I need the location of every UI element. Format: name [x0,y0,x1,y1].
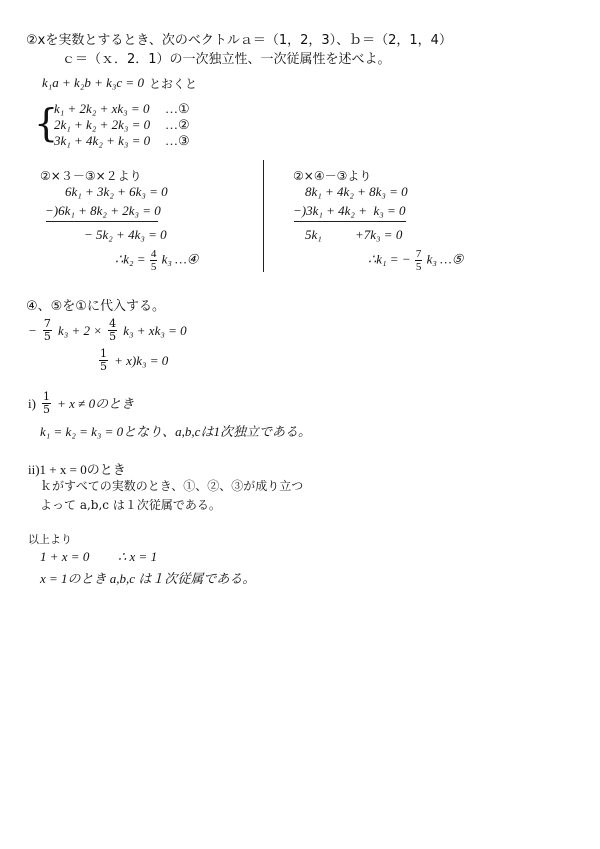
eq2-f-num: 1 [100,347,107,360]
problem-line-1: ②xを実数とするとき、次のベクトルａ＝（1，2，3）、ｂ＝（2，1，4） [26,33,452,48]
conclusion-eq: 1 + x = 0 [40,549,90,564]
case2-line-2: よって a,b,c は１次従属である。 [40,498,221,512]
left-result-prefix: ∴k₂ = [115,251,146,267]
setup-equation: k₁a + k₂b + k₃c = 0 [42,75,144,90]
system-eq-1: k₁ + 2k₂ + xk₃ = 0 [54,101,150,116]
eq1-f1-den: 5 [43,330,51,343]
case1-result: k₁ = k₂ = k₃ = 0となり、a,b,cは1次独立である。 [40,424,311,439]
right-row-2: −)3k₁ + 4k₂ + k₃ = 0 [293,203,406,218]
left-result-fraction [150,248,158,273]
case1-frac-den: 5 [43,403,51,416]
eq2-f-den: 5 [100,360,107,373]
system-tag-2: …② [165,117,190,132]
system-eq-3: 3k₁ + 4k₂ + k₃ = 0 [54,133,151,148]
eq2-fraction [99,348,108,373]
right-row-1: 8k₁ + 4k₂ + 8k₃ = 0 [305,184,408,199]
right-frac-den: 5 [415,261,422,273]
left-row-1: 6k₁ + 3k₂ + 6k₃ = 0 [65,184,168,199]
case1-condition [28,391,134,416]
substitute-eq-1 [28,318,187,343]
right-result-suffix: k₃ …⑤ [426,251,464,267]
eq1-fraction-1 [43,318,52,343]
right-row-3b: +7k₃ = 0 [355,227,403,242]
column-divider [263,160,264,272]
setup-suffix: とおくと [149,77,198,91]
left-frac-den: 5 [150,261,157,273]
right-subtraction-line [294,221,406,222]
eq1-middle: k₃ + 2 × [57,323,103,338]
right-result-prefix: ∴k₁ = − [368,251,411,267]
substitute-eq-2 [98,348,168,373]
case1-cond: + x ≠ 0のとき [57,396,135,411]
eq1-f2-den: 5 [109,330,117,343]
system-tag-1: …① [165,101,190,116]
eq1-sign: − [28,323,37,338]
right-heading: ②×④－③より [293,169,372,183]
eq1-end: k₃ + xk₃ = 0 [123,323,187,338]
case2-heading: ii)1 + x = 0のとき [28,462,126,477]
right-frac-num: 7 [415,248,422,260]
left-result [115,248,198,273]
conclusion-heading: 以上より [28,533,72,546]
left-result-suffix: k₃ …④ [161,251,199,267]
right-result-fraction [415,248,423,273]
left-row-2: −)6k₁ + 8k₂ + 2k₃ = 0 [45,203,161,218]
left-row-3: − 5k₂ + 4k₃ = 0 [84,227,167,242]
system-tag-3: …③ [165,133,190,148]
left-frac-num: 4 [150,248,157,260]
problem-line-2: ｃ＝（ｘ．2．1）の一次独立性、一次従属性を述べよ。 [62,52,391,67]
left-subtraction-line [46,221,158,222]
case1-frac-num: 1 [43,390,51,403]
substitute-heading: ④、⑤を①に代入する。 [26,299,165,314]
left-heading: ②×３－③×２より [40,169,142,183]
conclusion-final: x = 1のとき a,b,c は１次従属である。 [40,571,256,586]
case1-label: i) [28,396,36,411]
case2-line-1: ｋがすべての実数のとき、①、②、③が成り立つ [40,479,304,493]
conclusion-therefore: ∴ x = 1 [118,549,158,564]
right-result [368,248,463,273]
system-brace: { [34,101,59,145]
right-row-3a: 5k₁ [305,227,322,242]
eq1-f1-num: 7 [43,317,51,330]
eq1-fraction-2 [108,318,117,343]
eq2-end: + x)k₃ = 0 [114,353,169,368]
eq1-f2-num: 4 [109,317,117,330]
case1-fraction [42,391,51,416]
system-eq-2: 2k₁ + k₂ + 2k₃ = 0 [54,117,151,132]
